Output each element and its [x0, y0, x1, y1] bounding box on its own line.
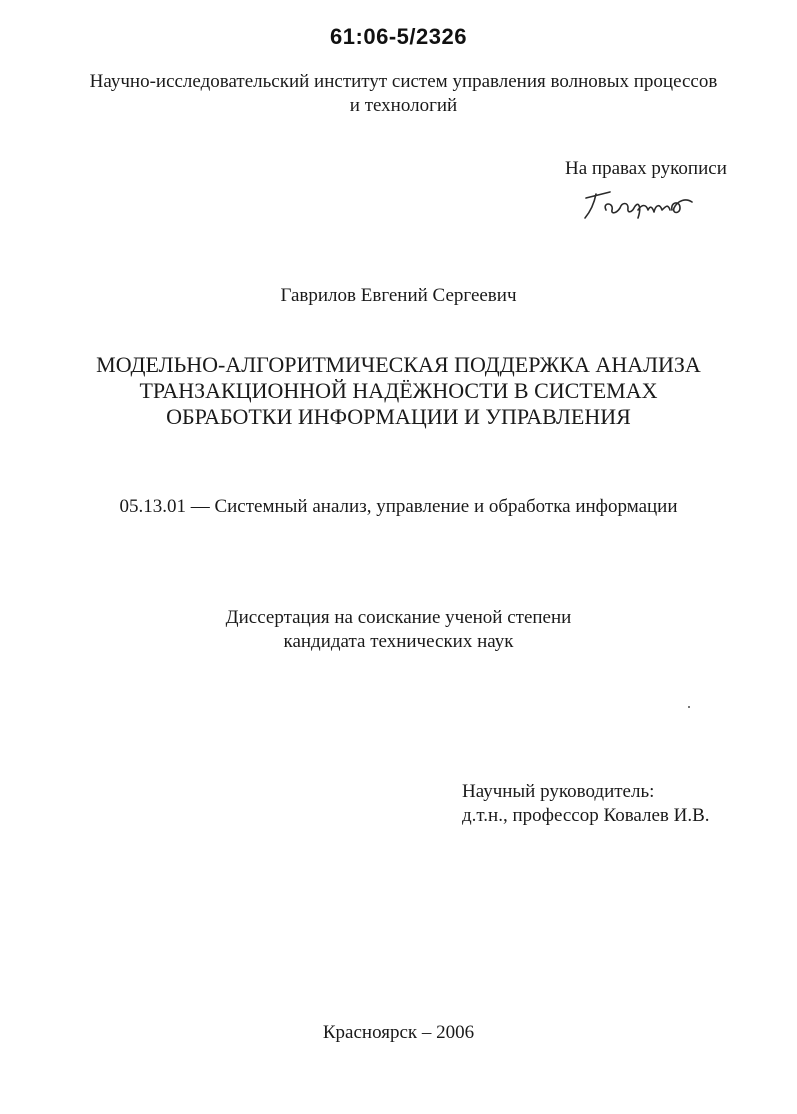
institute-name: [40, 70, 767, 118]
scientific-supervisor: [462, 780, 710, 828]
stamp-code: 61:06-5/2326: [330, 24, 467, 49]
scan-speck: [688, 706, 690, 708]
dissertation-title: [60, 352, 737, 430]
institute-line-2: и технологий: [349, 95, 458, 116]
city-year: Красноярск – 2006: [322, 1022, 475, 1043]
degree-line-1: Диссертация на соискание ученой степени: [225, 607, 572, 628]
supervisor-name: д.т.н., профессор Ковалев И.В.: [462, 805, 710, 826]
title-line-2: ТРАНЗАКЦИОННОЙ НАДЁЖНОСТИ В СИСТЕМАХ: [139, 378, 658, 403]
specialty-code: 05.13.01 — Системный анализ, управление и обработка информации: [119, 496, 678, 517]
author-signature: [576, 180, 706, 225]
title-line-3: ОБРАБОТКИ ИНФОРМАЦИИ И УПРАВЛЕНИЯ: [166, 404, 631, 429]
title-line-1: МОДЕЛЬНО-АЛГОРИТМИЧЕСКАЯ ПОДДЕРЖКА АНАЛИЗА: [96, 352, 701, 377]
degree-line-2: кандидата технических наук: [283, 631, 514, 652]
institute-line-1: Научно-исследовательский институт систем управления волновых процессов: [89, 71, 718, 92]
author-name: Гаврилов Евгений Сергеевич: [280, 285, 517, 306]
supervisor-label: Научный руководитель:: [462, 781, 655, 802]
manuscript-rights: На правах рукописи: [565, 158, 727, 179]
degree-statement: [0, 606, 797, 654]
